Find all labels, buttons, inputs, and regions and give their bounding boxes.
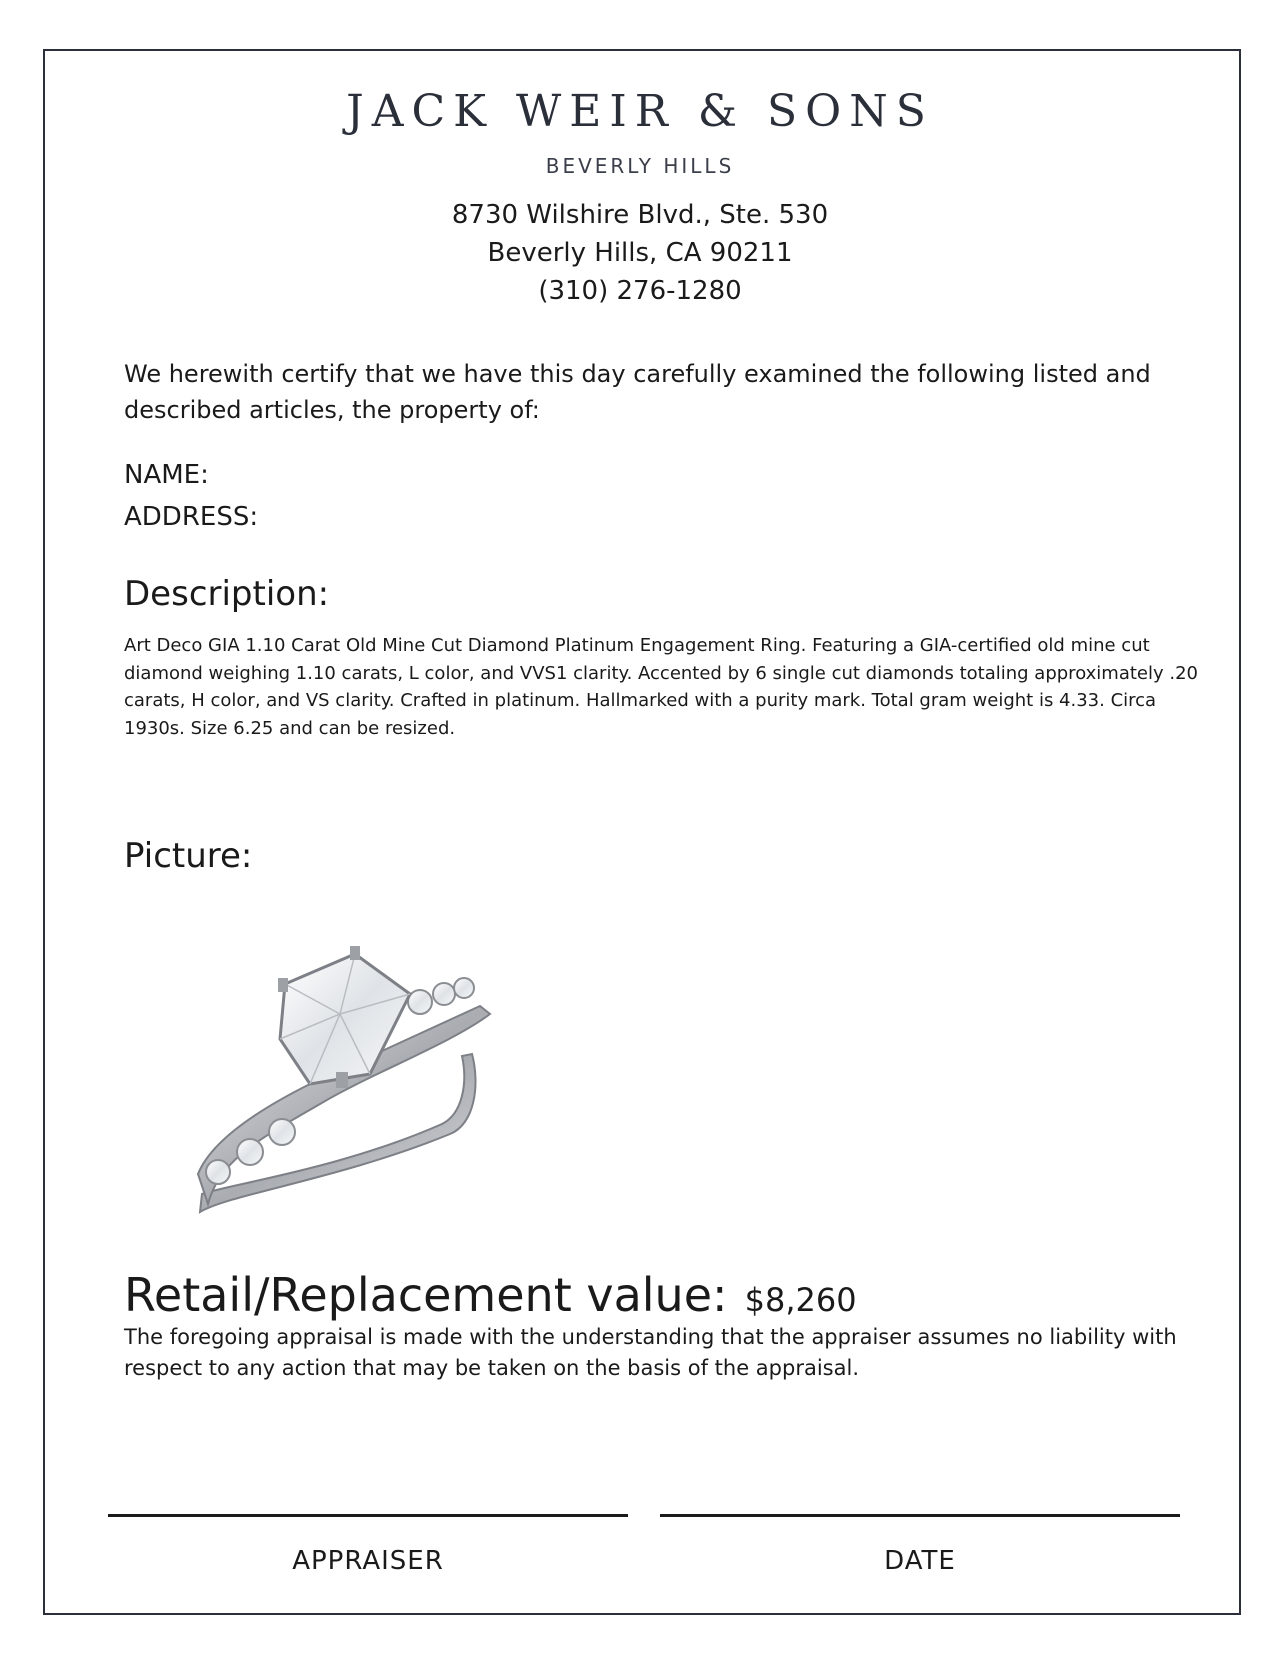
ring-photo-icon (190, 944, 510, 1244)
certification-statement: We herewith certify that we have this day carefully examined the following listed and described articles, the property of: (124, 360, 1151, 424)
name-field-label: NAME: (124, 460, 209, 490)
brand-location: BEVERLY HILLS (545, 154, 735, 178)
appraiser-signature-line (108, 1514, 628, 1517)
brand-logo: JACK WEIR & SONS (346, 86, 934, 137)
date-label: DATE (884, 1546, 956, 1576)
description-heading: Description: (124, 574, 330, 614)
valuation-label: Retail/Replacement value: (124, 1268, 728, 1322)
appraisal-disclaimer: The foregoing appraisal is made with the understanding that the appraiser assumes no liability with respect to any action that may be taken on the basis of the appraisal. (124, 1325, 1177, 1380)
picture-heading: Picture: (124, 836, 253, 876)
store-address (0, 196, 1280, 310)
phone-number: (310) 276-1280 (538, 276, 742, 306)
description-text: Art Deco GIA 1.10 Carat Old Mine Cut Diamond Platinum Engagement Ring. Featuring a GIA-certified old mine cut diamond weighing 1.10 carats, L color, and VVS1 clarity. Accented by 6 single cut diamonds totaling approximately .20 carats, H color, and VS clarity. Crafted in platinum. Hallmarked with a purity mark. Total gram weight is 4.33. Circa 1930s. Size 6.25 and can be resized. (124, 635, 1198, 739)
appraiser-label: APPRAISER (292, 1546, 444, 1576)
date-signature-line (660, 1514, 1180, 1517)
address-field-label: ADDRESS: (124, 502, 259, 532)
valuation-row (124, 1268, 857, 1322)
address-line-2: Beverly Hills, CA 90211 (487, 238, 793, 268)
valuation-amount: $8,260 (744, 1281, 857, 1319)
address-line-1: 8730 Wilshire Blvd., Ste. 530 (451, 200, 829, 230)
